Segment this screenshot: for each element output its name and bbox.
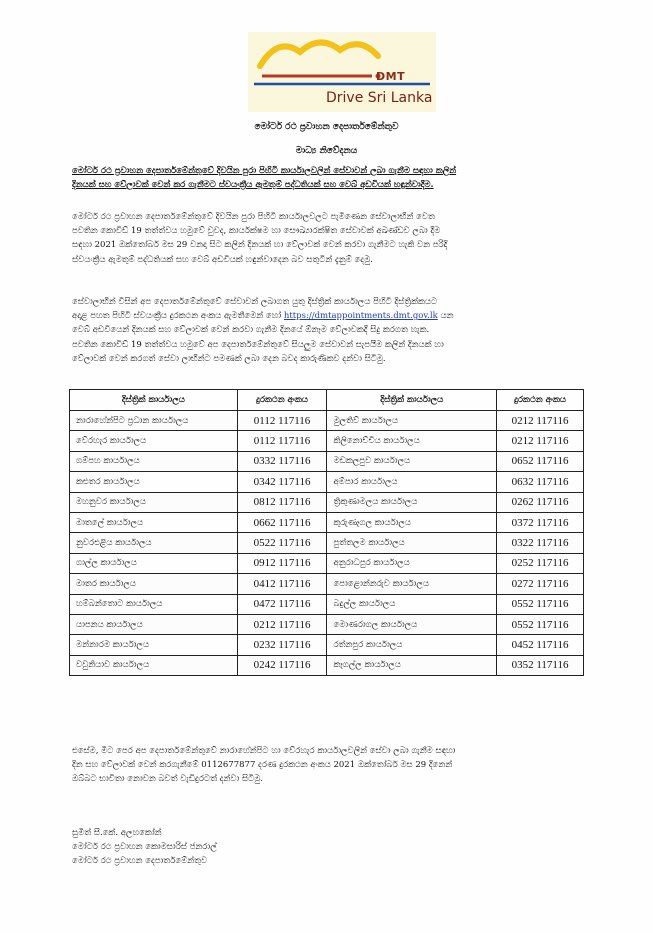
phone-number-cell: 0242 117116: [237, 655, 327, 675]
department-heading: මෝටර් රථ ප්‍රවාහන දෙපාර්තමේන්තුව: [254, 122, 399, 132]
header-phone: දුරකථන අංකය: [237, 390, 327, 411]
signatory-organization: මෝටර් රථ ප්‍රවාහන දෙපාර්තමේන්තුව: [72, 856, 208, 866]
table-row: [70, 512, 584, 532]
phone-number-cell: 0252 117116: [497, 553, 584, 573]
logo-abbreviation: DMT: [376, 70, 406, 83]
paragraph-line: පවතින කොවිඩ් 19 තත්ත්වය හමුවේ වුවද, කාර්යක්ෂම හා සෞඛ්‍යාරක්ෂිත සේවාවක් අඛණ්ඩව ලබා දීම: [72, 226, 441, 237]
appointments-link[interactable]: https://dmtappointments.dmt.gov.lk: [283, 311, 438, 322]
paragraph-booking: [72, 295, 584, 366]
subject-line-2: දිනයක් සහ වේලාවක් වෙන් කර ගැනීමට ස්වයංක්‍රීය ඇමතුම් පද්ධතියක් සහ වෙබ් අඩවියක් හඳුන්වාදීම.: [72, 180, 434, 190]
office-name-cell: හම්බන්තොට කාර්යාලය: [70, 594, 238, 614]
paragraph-line: පවතින කොවිඩ් 19 තත්ත්වය හමුවේ අප දෙපාර්තමේන්තුවේ සියලුම සේවාවන් සැපයීම කලින් දිනයක් හා: [72, 339, 444, 350]
logo-name: Drive Sri Lanka: [326, 90, 433, 106]
office-name-cell: මාතලේ කාර්යාලය: [70, 512, 238, 532]
office-name-cell: අම්පාර කාර්යාලය: [327, 472, 497, 492]
table-header-row: [70, 390, 584, 411]
phone-number-cell: 0212 117116: [237, 614, 327, 634]
header-office: දිස්ත්‍රික් කාර්යාලය: [70, 390, 238, 411]
phone-number-cell: 0552 117116: [497, 614, 584, 634]
phone-number-cell: 0112 117116: [237, 411, 327, 431]
office-name-cell: පොළොන්නරුව කාර්යාලය: [327, 574, 497, 594]
phone-number-cell: 0232 117116: [237, 635, 327, 655]
office-name-cell: කුරුණෑගල කාර්යාලය: [327, 512, 497, 532]
table-row: [70, 533, 584, 553]
phone-number-cell: 0322 117116: [497, 533, 584, 553]
table-row: [70, 594, 584, 614]
office-name-cell: බදුල්ල කාර්යාලය: [327, 594, 497, 614]
office-name-cell: ත්‍රිකුණාමලය කාර්යාලය: [327, 492, 497, 512]
phone-number-cell: 0272 117116: [497, 574, 584, 594]
table-row: [70, 574, 584, 594]
table-row: [70, 472, 584, 492]
table-row: [70, 635, 584, 655]
signatory-name: සුමිත් සී.කේ. අලහකෝන්: [72, 828, 162, 838]
office-name-cell: වේරහැර කාර්යාලය: [70, 431, 238, 451]
signatory-title: මෝටර් රථ ප්‍රවාහන කොමසාරිස් ජනරාල්: [72, 842, 217, 852]
release-type-heading: මාධ්‍ය නිවේදනය: [295, 146, 358, 156]
phone-number-cell: 0212 117116: [497, 411, 584, 431]
paragraph-line: සඳහා 2021 ඔක්තෝබර් මස 29 වනදා සිට කලින් දිනයක් හා වේලාවක් වෙන් කරවා ගැනීමට හැකි වන පරිදි: [72, 240, 448, 251]
table-row: [70, 411, 584, 431]
paragraph-notice: [72, 744, 584, 787]
phone-number-cell: 0332 117116: [237, 451, 327, 471]
office-name-cell: නාරාහේන්පිට ප්‍රධාන කාර්යාලය: [70, 411, 238, 431]
phone-number-cell: 0812 117116: [237, 492, 327, 512]
phone-number-cell: 0372 117116: [497, 512, 584, 532]
office-name-cell: කෑගල්ල කාර්යාලය: [327, 655, 497, 675]
header-phone: දුරකථන අංකය: [497, 390, 584, 411]
office-name-cell: නුවරඑළිය කාර්යාලය: [70, 533, 238, 553]
office-name-cell: අනුරාධපුර කාර්යාලය: [327, 553, 497, 573]
phone-number-cell: 0652 117116: [497, 451, 584, 471]
table-row: [70, 451, 584, 471]
paragraph-intro: [72, 210, 584, 267]
table-row: [70, 614, 584, 634]
phone-number-cell: 0412 117116: [237, 574, 327, 594]
phone-number-cell: 0662 117116: [237, 512, 327, 532]
paragraph-line: මෝටර් රථ ප්‍රවාහන දෙපාර්තමේන්තුවේ දිවයින පුරා පිහිටි කාර්යාලවලට පැමිණෙන සේවාලාභීන් වෙත: [72, 212, 435, 222]
office-name-cell: මඩකලපුව කාර්යාලය: [327, 451, 497, 471]
office-name-cell: මාතර කාර්යාලය: [70, 574, 238, 594]
office-name-cell: කළුතර කාර්යාලය: [70, 472, 238, 492]
office-name-cell: මුලතිව් කාර්යාලය: [327, 411, 497, 431]
phone-number-cell: 0112 117116: [237, 431, 327, 451]
district-offices-table: [69, 389, 584, 676]
phone-number-cell: 0552 117116: [497, 594, 584, 614]
phone-number-cell: 0262 117116: [497, 492, 584, 512]
paragraph-line: ස්වයංක්‍රීය ඇමතුම් පද්ධතියක් සහ වෙබ් අඩවියක් හඳුන්වාදෙන බව සතුටින් දැනුම් දෙමු.: [72, 254, 373, 265]
phone-number-cell: 0472 117116: [237, 594, 327, 614]
phone-number-cell: 0212 117116: [497, 431, 584, 451]
paragraph-line: වේලාවක් වෙන් කරගත් සේවා ලාභීන්ට පමණක් ලබා දෙන බවද කාරුණිකව දන්වා සිටිමු.: [72, 353, 386, 364]
office-name-cell: යාපනය කාර්යාලය: [70, 614, 238, 634]
office-name-cell: රත්නපුර කාර්යාලය: [327, 635, 497, 655]
paragraph-line: ඔබ්බට භාවිතා නොවන බවත් වැඩිදුරටත් දන්වා සිටිමු.: [72, 774, 263, 785]
phone-number-cell: 0352 117116: [497, 655, 584, 675]
paragraph-line: සේවාලාභීන් විසින් අප දෙපාර්තමේන්තුවේ සේවාවන් ලබාගත යුතු දිස්ත්‍රික් කාර්යාලය පිහිටි දිස්ත්‍රික්කයට: [72, 297, 438, 307]
office-name-cell: කිලිනොච්චිය කාර්යාලය: [327, 431, 497, 451]
office-name-cell: මොණරාගල කාර්යාලය: [327, 614, 497, 634]
office-name-cell: ගම්පහ කාර්යාලය: [70, 451, 238, 471]
phone-number-cell: 0522 117116: [237, 533, 327, 553]
office-name-cell: පුත්තලම කාර්යාලය: [327, 533, 497, 553]
office-name-cell: වවුනියාව කාර්යාලය: [70, 655, 238, 675]
office-name-cell: මහනුවර කාර්යාලය: [70, 492, 238, 512]
dmt-logo: [248, 32, 436, 112]
table-row: [70, 655, 584, 675]
phone-number-cell: 0342 117116: [237, 472, 327, 492]
paragraph-line: අදාළ පහත පිහිටි ස්වයංක්‍රීය දුරකථන අංකය ඇමතීමෙන් හෝ https://dmtappointments.dmt.gov.lk යන: [72, 311, 454, 322]
table-row: [70, 553, 584, 573]
table-row: [70, 431, 584, 451]
paragraph-line: එසේම, මීට පෙර අප දෙපාර්තමේන්තුවේ නාරාහේන්පිට හා වේරහැර කාර්යාලවලින් සේවා ලබා ගැනීම සඳහා: [72, 746, 456, 756]
signature-block: [72, 826, 217, 868]
office-name-cell: ගාල්ල කාර්යාලය: [70, 553, 238, 573]
phone-number-cell: 0632 117116: [497, 472, 584, 492]
paragraph-line: වෙබ් අඩවියෙන් දිනයක් සහ වේලාවක් වෙන් කරවා ගැනීම දිනයේ ඕනෑම වේලාවකදී සිදු කරගත හැක.: [72, 325, 430, 336]
paragraph-line: දින සහ වේලාවක් වෙන් කරගැනීමේ 0112677877 දරණ දුරකථන අංකය 2021 ඔක්තෝබර් මස 29 දිනෙන්: [72, 760, 453, 771]
header-office: දිස්ත්‍රික් කාර්යාලය: [327, 390, 497, 411]
office-name-cell: මන්නාරම කාර්යාලය: [70, 635, 238, 655]
subject-line-1: මෝටර් රථ ප්‍රවාහන දෙපාර්තමේන්තුවේ දිවයින පුරා පිහිටි කාර්යාලවලින් සේවාවන් ලබා ගැනීම සඳහා කලින්: [72, 166, 457, 176]
table-row: [70, 492, 584, 512]
phone-number-cell: 0912 117116: [237, 553, 327, 573]
phone-number-cell: 0452 117116: [497, 635, 584, 655]
